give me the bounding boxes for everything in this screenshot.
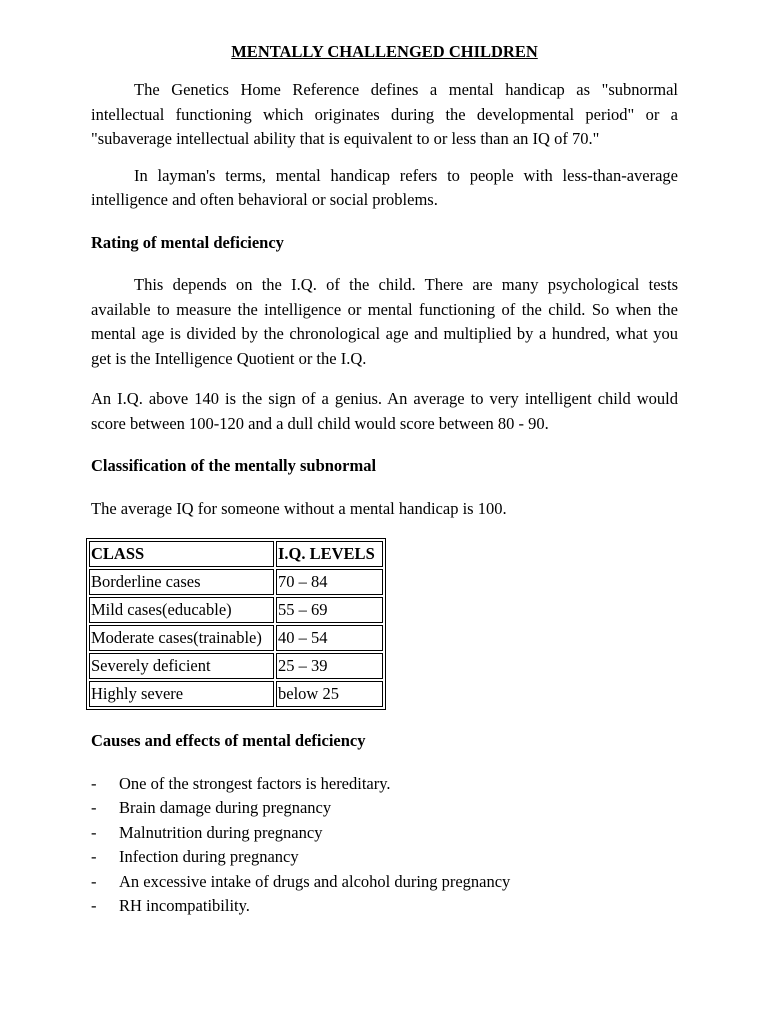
list-item [91, 845, 678, 870]
iq-table-wrapper [91, 538, 678, 710]
list-item [91, 870, 678, 895]
list-item-text: RH incompatibility. [119, 896, 250, 915]
table-cell-iq: below 25 [276, 681, 383, 707]
list-item [91, 772, 678, 797]
iq-ranges-paragraph: An I.Q. above 140 is the sign of a genius. An average to very intelligent child would score between 100-120 and a dull child would score between 80 - 90. [91, 389, 678, 433]
average-iq-paragraph: The average IQ for someone without a mental handicap is 100. [91, 498, 507, 518]
section-heading-classification: Classification of the mentally subnormal [91, 456, 377, 475]
iq-definition-paragraph: This depends on the I.Q. of the child. There are many psychological tests available to measure the intelligence or mental functioning of the child. So when the mental age is divided by the chronological age and multiplied by a hundred, what you get is the Intelligence Quotient or the I.Q. [91, 275, 678, 368]
table-header-row [89, 541, 383, 567]
table-cell-iq: 40 – 54 [276, 625, 383, 651]
table-row [89, 569, 383, 595]
list-item-text: Infection during pregnancy [119, 847, 299, 866]
table-cell-class: Borderline cases [89, 569, 274, 595]
iq-classification-table [86, 538, 386, 710]
section-heading-rating: Rating of mental deficiency [91, 232, 284, 252]
layman-paragraph: In layman's terms, mental handicap refers to people with less-than-average intelligence and often behavioral or social problems. [91, 165, 678, 209]
table-cell-iq: 55 – 69 [276, 597, 383, 623]
table-cell-class: Mild cases(educable) [89, 597, 274, 623]
document-body [91, 40, 678, 919]
list-dash: - [91, 896, 97, 915]
list-item-text: Brain damage during pregnancy [119, 798, 332, 817]
list-item-text: One of the strongest factors is hereditary. [119, 773, 391, 793]
table-row [89, 625, 383, 651]
table-cell-class: Severely deficient [89, 653, 274, 679]
section-heading-causes: Causes and effects of mental deficiency [91, 731, 366, 750]
table-cell-iq: 25 – 39 [276, 653, 383, 679]
table-row [89, 653, 383, 679]
table-cell-class: Moderate cases(trainable) [89, 625, 274, 651]
list-item-text: An excessive intake of drugs and alcohol during pregnancy [119, 871, 511, 891]
list-dash: - [91, 773, 97, 793]
table-cell-iq: 70 – 84 [276, 569, 383, 595]
list-item [91, 796, 678, 821]
document-title: MENTALLY CHALLENGED CHILDREN [231, 42, 538, 61]
list-item [91, 894, 678, 919]
list-dash: - [91, 822, 97, 842]
list-dash: - [91, 798, 97, 817]
table-header-class: CLASS [89, 541, 274, 567]
table-header-iq-levels: I.Q. LEVELS [276, 541, 383, 567]
causes-list [91, 772, 678, 919]
intro-paragraph: The Genetics Home Reference defines a mental handicap as "subnormal intellectual functioning which originates during the developmental period" or a "subaverage intellectual ability that is equivalent to or less than an IQ of 70." [91, 80, 678, 148]
table-row [89, 597, 383, 623]
list-item-text: Malnutrition during pregnancy [119, 822, 323, 842]
table-row [89, 681, 383, 707]
list-item [91, 821, 678, 846]
list-dash: - [91, 847, 97, 866]
table-cell-class: Highly severe [89, 681, 274, 707]
list-dash: - [91, 871, 97, 891]
